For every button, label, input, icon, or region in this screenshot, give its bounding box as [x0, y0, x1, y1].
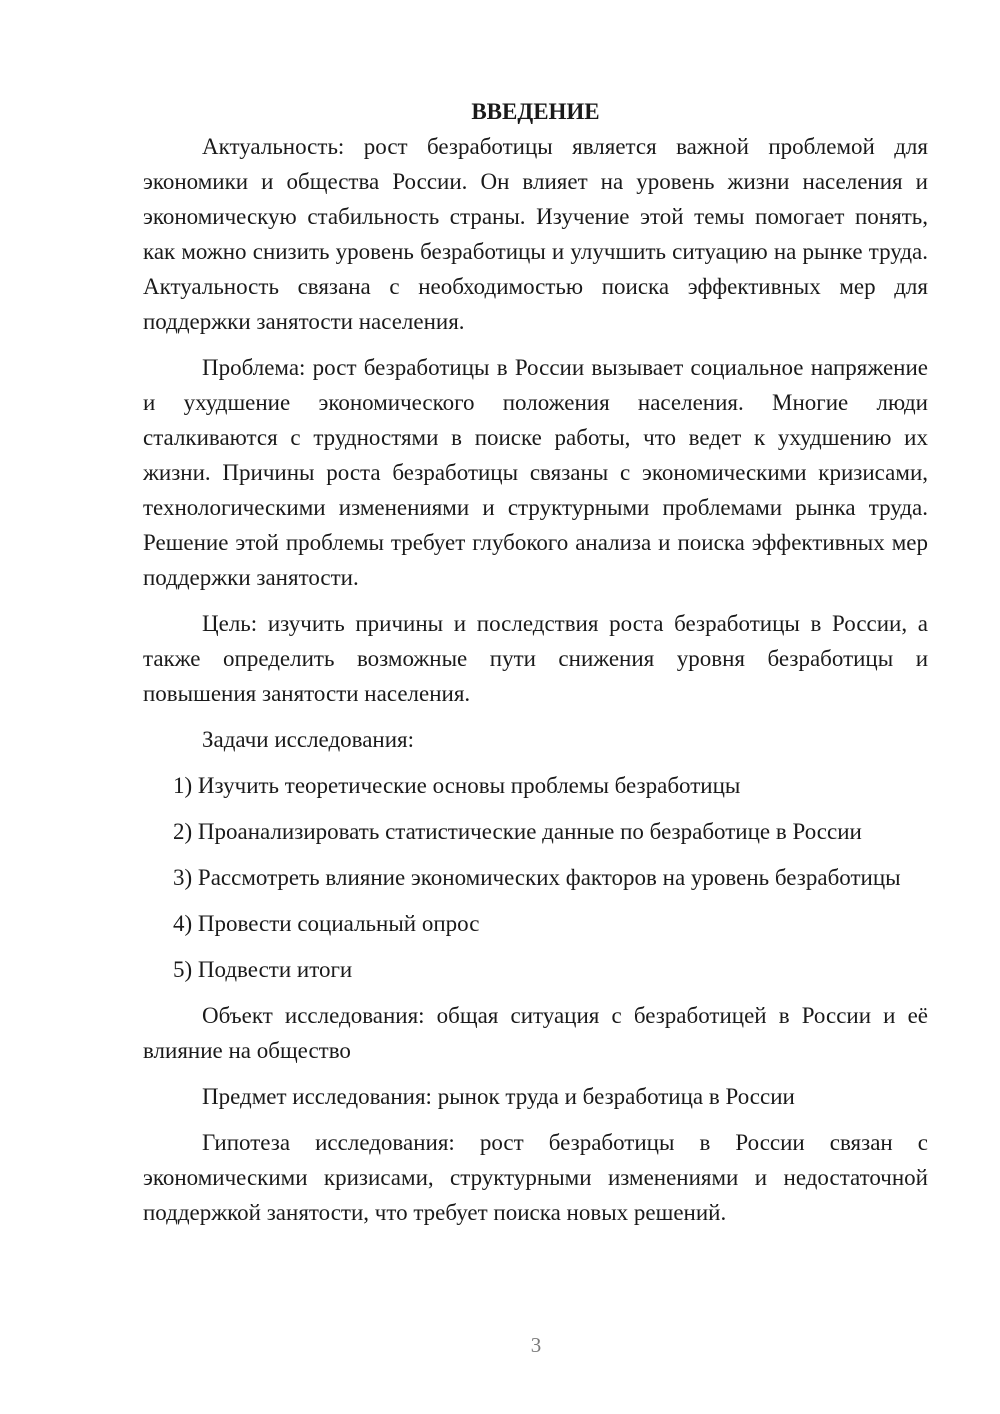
problem-paragraph: Проблема: рост безработицы в России вызывает социальное напряжение и ухудшение экономического положения населения. Многие люди сталкиваются с трудностями в поиске работы, что ведет к ухудшению их жизни. Причины роста безработицы связаны с экономическими кризисами, технологическими изменениями и структурными проблемами рынка труда. Решение этой проблемы требует глубокого анализа и поиска эффективных мер поддержки занятости. — [143, 355, 928, 590]
tasks-list — [143, 768, 928, 987]
hypothesis-paragraph: Гипотеза исследования: рост безработицы в России связан с экономическими кризисами, структурными изменениями и недостаточной поддержкой занятости, что требует поиска новых решений. — [143, 1130, 928, 1225]
page-number: 3 — [530, 1333, 542, 1357]
page-body — [143, 94, 928, 1241]
goal-paragraph: Цель: изучить причины и последствия роста безработицы в России, а также определить возможные пути снижения уровня безработицы и повышения занятости населения. — [143, 611, 928, 706]
subject-paragraph: Предмет исследования: рынок труда и безработица в России — [202, 1084, 795, 1109]
task-item: 4) Провести социальный опрос — [173, 911, 480, 936]
task-item: 5) Подвести итоги — [173, 957, 353, 982]
tasks-heading: Задачи исследования: — [202, 727, 415, 752]
task-item: 1) Изучить теоретические основы проблемы безработицы — [173, 773, 741, 798]
object-paragraph: Объект исследования: общая ситуация с безработицей в России и её влияние на общество — [143, 1003, 928, 1063]
relevance-paragraph: Актуальность: рост безработицы является важной проблемой для экономики и общества России. Он влияет на уровень жизни населения и экономическую стабильность страны. Изучение этой темы помогает понять, как можно снизить уровень безработицы и улучшить ситуацию на рынке труда. Актуальность связана с необходимостью поиска эффективных мер для поддержки занятости населения. — [143, 134, 928, 334]
task-item: 2) Проанализировать статистические данные по безработице в России — [173, 819, 862, 844]
page-title: ВВЕДЕНИЕ — [471, 99, 600, 124]
task-item: 3) Рассмотреть влияние экономических факторов на уровень безработицы — [173, 865, 901, 890]
